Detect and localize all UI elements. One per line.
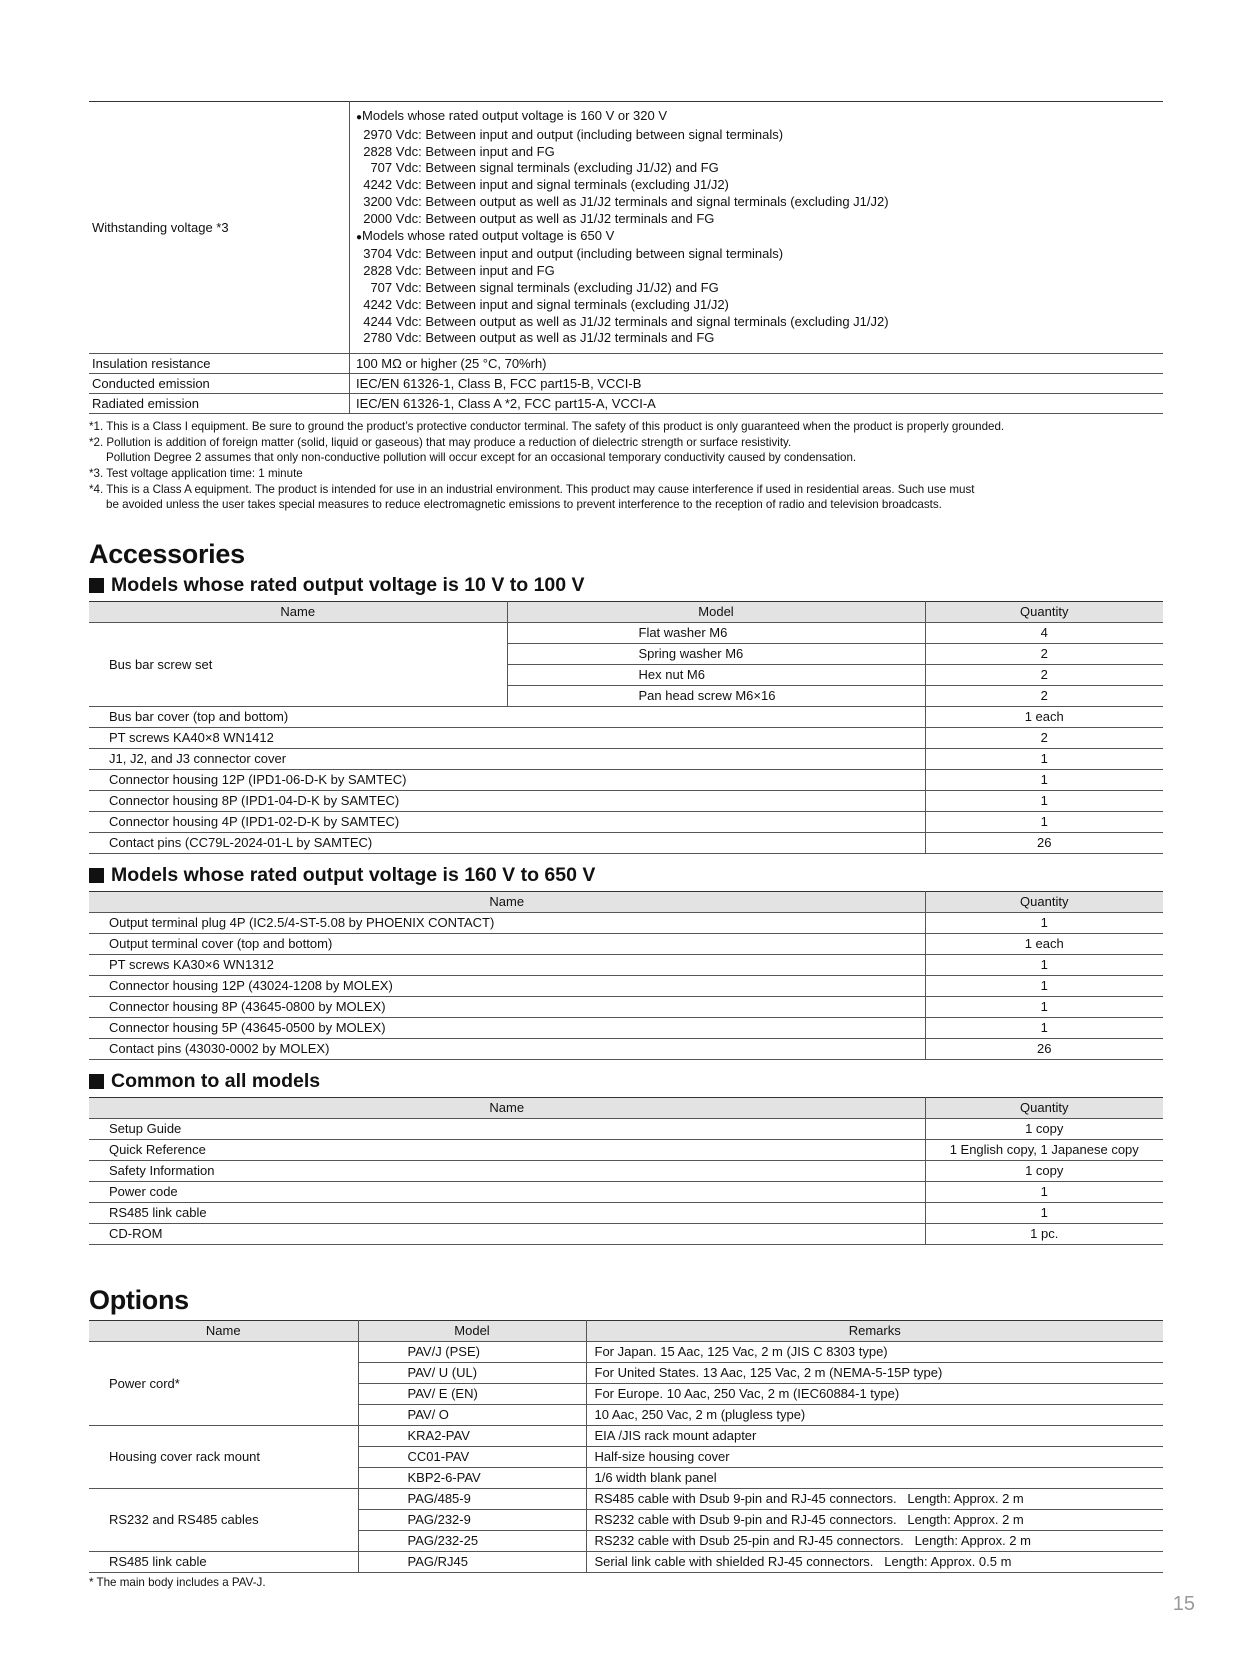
quantity-cell: 1: [925, 996, 1163, 1017]
option-model-cell: PAG/485-9: [358, 1488, 586, 1509]
quantity-cell: 2: [925, 643, 1163, 664]
withstanding-line: 707 Vdc: Between signal terminals (excluding J1/J2) and FG: [356, 160, 719, 176]
table-row: [89, 1139, 1163, 1160]
option-model-cell: PAG/232-25: [358, 1530, 586, 1551]
quantity-cell: 1 English copy, 1 Japanese copy: [925, 1139, 1163, 1160]
name-cell: Contact pins (CC79L-2024-01-L by SAMTEC): [89, 832, 925, 853]
accessories-low-table: [89, 601, 1163, 854]
table-header-row: [89, 1097, 1163, 1118]
square-bullet-icon: [89, 868, 104, 883]
quantity-cell: 1: [925, 748, 1163, 769]
table-row: [89, 1017, 1163, 1038]
table-row: [89, 912, 1163, 933]
table-row: [89, 1341, 1163, 1362]
col-header-name: Name: [89, 601, 507, 622]
option-model-cell: PAG/RJ45: [358, 1551, 586, 1572]
withstanding-line: 707 Vdc: Between signal terminals (excluding J1/J2) and FG: [356, 279, 719, 295]
spec-label: Conducted emission: [89, 374, 350, 394]
name-cell: Safety Information: [89, 1160, 925, 1181]
quantity-cell: 1: [925, 790, 1163, 811]
name-cell: Contact pins (43030-0002 by MOLEX): [89, 1038, 925, 1059]
square-bullet-icon: [89, 1074, 104, 1089]
table-header-row: [89, 1320, 1163, 1341]
col-header-remarks: Remarks: [586, 1320, 1163, 1341]
common-heading: Common to all models: [89, 1070, 1163, 1093]
option-name-cell: RS232 and RS485 cables: [89, 1488, 358, 1551]
table-row: [89, 996, 1163, 1017]
spec-value: IEC/EN 61326-1, Class A *2, FCC part15-A, VCCI-A: [350, 394, 1164, 414]
model-cell: Spring washer M6: [507, 643, 925, 664]
square-bullet-icon: [89, 578, 104, 593]
withstanding-line: 4244 Vdc: Between output as well as J1/J2 terminals and signal terminals (excluding J1/J2): [356, 313, 889, 329]
option-name-cell: RS485 link cable: [89, 1551, 358, 1572]
quantity-cell: 26: [925, 1038, 1163, 1059]
option-model-cell: KBP2-6-PAV: [358, 1467, 586, 1488]
footnote: *3. Test voltage application time: 1 minute: [89, 466, 303, 480]
withstanding-line: 3704 Vdc: Between input and output (including between signal terminals): [356, 246, 784, 262]
name-cell: RS485 link cable: [89, 1202, 925, 1223]
withstanding-line: 2780 Vdc: Between output as well as J1/J2 terminals and FG: [356, 330, 715, 346]
option-remarks-cell: For United States. 13 Aac, 125 Vac, 2 m (NEMA-5-15P type): [586, 1362, 1163, 1383]
quantity-cell: 1: [925, 769, 1163, 790]
quantity-cell: 1: [925, 975, 1163, 996]
name-cell: Connector housing 12P (IPD1-06-D-K by SAMTEC): [89, 769, 925, 790]
table-row: [89, 1118, 1163, 1139]
option-model-cell: PAV/ O: [358, 1404, 586, 1425]
quantity-cell: 4: [925, 622, 1163, 643]
table-row: [89, 933, 1163, 954]
name-cell: Power code: [89, 1181, 925, 1202]
table-row: [89, 1038, 1163, 1059]
option-remarks-cell: RS232 cable with Dsub 25-pin and RJ-45 connectors. Length: Approx. 2 m: [586, 1530, 1163, 1551]
quantity-cell: 2: [925, 727, 1163, 748]
options-title: Options: [89, 1284, 189, 1315]
quantity-cell: 1: [925, 811, 1163, 832]
option-remarks-cell: RS485 cable with Dsub 9-pin and RJ-45 connectors. Length: Approx. 2 m: [586, 1488, 1163, 1509]
name-cell: Output terminal cover (top and bottom): [89, 933, 925, 954]
accessories-high-table: [89, 891, 1163, 1060]
option-remarks-cell: 10 Aac, 250 Vac, 2 m (plugless type): [586, 1404, 1163, 1425]
table-row: [89, 975, 1163, 996]
footnote: be avoided unless the user takes special measures to reduce electromagnetic emissions to prevent interference to the reception of radio and television broadcasts.: [106, 498, 942, 512]
option-remarks-cell: EIA /JIS rack mount adapter: [586, 1425, 1163, 1446]
quantity-cell: 1 copy: [925, 1160, 1163, 1181]
option-name-cell: Power cord*: [89, 1341, 358, 1425]
withstanding-line: 3200 Vdc: Between output as well as J1/J2 terminals and signal terminals (excluding J1/J2): [356, 193, 889, 209]
option-remarks-cell: 1/6 width blank panel: [586, 1467, 1163, 1488]
quantity-cell: 1: [925, 912, 1163, 933]
table-row: [89, 1181, 1163, 1202]
model-cell: Pan head screw M6×16: [507, 685, 925, 706]
withstanding-line: 2828 Vdc: Between input and FG: [356, 143, 555, 159]
accessories-high-body: [89, 912, 1163, 1059]
table-row: [89, 790, 1163, 811]
name-cell: J1, J2, and J3 connector cover: [89, 748, 925, 769]
page-number: 15: [1172, 1593, 1195, 1615]
name-cell: Quick Reference: [89, 1139, 925, 1160]
options-note: * The main body includes a PAV-J.: [89, 1575, 266, 1589]
name-cell: CD-ROM: [89, 1223, 925, 1244]
option-model-cell: PAV/ E (EN): [358, 1383, 586, 1404]
quantity-cell: 1 each: [925, 933, 1163, 954]
footnotes: [89, 419, 1163, 513]
option-model-cell: PAV/ U (UL): [358, 1362, 586, 1383]
option-remarks-cell: RS232 cable with Dsub 9-pin and RJ-45 connectors. Length: Approx. 2 m: [586, 1509, 1163, 1530]
quantity-cell: 26: [925, 832, 1163, 853]
option-remarks-cell: For Europe. 10 Aac, 250 Vac, 2 m (IEC60884-1 type): [586, 1383, 1163, 1404]
name-cell: Connector housing 8P (43645-0800 by MOLEX): [89, 996, 925, 1017]
option-name-cell: Housing cover rack mount: [89, 1425, 358, 1488]
spec-label: Insulation resistance: [89, 354, 350, 374]
withstanding-line: 4242 Vdc: Between input and signal terminals (excluding J1/J2): [356, 296, 729, 312]
options-table: [89, 1320, 1163, 1573]
col-header-quantity: Quantity: [925, 891, 1163, 912]
table-row: [89, 954, 1163, 975]
name-cell: Connector housing 8P (IPD1-04-D-K by SAMTEC): [89, 790, 925, 811]
option-remarks-cell: For Japan. 15 Aac, 125 Vac, 2 m (JIS C 8303 type): [586, 1341, 1163, 1362]
name-cell: Connector housing 12P (43024-1208 by MOLEX): [89, 975, 925, 996]
model-cell: Hex nut M6: [507, 664, 925, 685]
withstanding-line: 2000 Vdc: Between output as well as J1/J2 terminals and FG: [356, 210, 715, 226]
withstanding-line: ● Models whose rated output voltage is 160 V or 320 V: [356, 108, 1157, 127]
quantity-cell: 2: [925, 685, 1163, 706]
footnote: *2. Pollution is addition of foreign matter (solid, liquid or gaseous) that may produce a reduction of dielectric strength or surface resistivity.: [89, 435, 792, 449]
quantity-cell: 1: [925, 1017, 1163, 1038]
spec-row: [89, 394, 1163, 414]
table-row: [89, 727, 1163, 748]
model-cell: Flat washer M6: [507, 622, 925, 643]
low-voltage-heading: Models whose rated output voltage is 10 V to 100 V: [89, 574, 1163, 597]
quantity-cell: 2: [925, 664, 1163, 685]
spec-value: 100 MΩ or higher (25 °C, 70%rh): [350, 354, 1164, 374]
withstanding-line: ● Models whose rated output voltage is 650 V: [356, 228, 1157, 247]
col-header-name: Name: [89, 1097, 925, 1118]
col-header-model: Model: [358, 1320, 586, 1341]
option-remarks-cell: Half-size housing cover: [586, 1446, 1163, 1467]
name-cell: PT screws KA40×8 WN1412: [89, 727, 925, 748]
table-header-row: [89, 891, 1163, 912]
table-row: [89, 769, 1163, 790]
name-cell: Connector housing 5P (43645-0500 by MOLEX): [89, 1017, 925, 1038]
accessories-common-table: [89, 1097, 1163, 1245]
table-row: [89, 622, 1163, 643]
table-row: [89, 748, 1163, 769]
footnote: *4. This is a Class A equipment. The product is intended for use in an industrial environment. This product may cause interference if used in residential areas. Such use must: [89, 482, 975, 496]
spec-value: IEC/EN 61326-1, Class B, FCC part15-B, VCCI-B: [350, 374, 1164, 394]
name-cell: PT screws KA30×6 WN1312: [89, 954, 925, 975]
table-row: [89, 1551, 1163, 1572]
accessories-common-body: [89, 1118, 1163, 1244]
withstanding-row: [89, 102, 1163, 354]
footnote: Pollution Degree 2 assumes that only non-conductive pollution will occur except for an occasional temporary conductivity caused by condensation.: [106, 451, 857, 465]
name-cell: Setup Guide: [89, 1118, 925, 1139]
col-header-quantity: Quantity: [925, 601, 1163, 622]
accessories-title: Accessories: [89, 538, 245, 569]
spec-row: [89, 374, 1163, 394]
col-header-model: Model: [507, 601, 925, 622]
table-row: [89, 1488, 1163, 1509]
quantity-cell: 1 pc.: [925, 1223, 1163, 1244]
spec-table: [89, 101, 1163, 414]
spec-label: Radiated emission: [89, 394, 350, 414]
col-header-name: Name: [89, 891, 925, 912]
table-row: [89, 811, 1163, 832]
option-remarks-cell: Serial link cable with shielded RJ-45 connectors. Length: Approx. 0.5 m: [586, 1551, 1163, 1572]
accessories-low-body: [89, 622, 1163, 853]
name-cell: Connector housing 4P (IPD1-02-D-K by SAMTEC): [89, 811, 925, 832]
table-row: [89, 1202, 1163, 1223]
footnote: *1. This is a Class I equipment. Be sure to ground the product’s protective conductor terminal. The safety of this product is only guaranteed when the product is properly grounded.: [89, 420, 1005, 434]
quantity-cell: 1: [925, 1181, 1163, 1202]
table-row: [89, 1425, 1163, 1446]
name-cell: Output terminal plug 4P (IC2.5/4-ST-5.08 by PHOENIX CONTACT): [89, 912, 925, 933]
withstanding-line: 2970 Vdc: Between input and output (including between signal terminals): [356, 126, 784, 142]
withstanding-values: [356, 102, 1157, 353]
table-row: [89, 1160, 1163, 1181]
withstanding-label: Withstanding voltage *3: [89, 102, 350, 354]
table-row: [89, 706, 1163, 727]
option-model-cell: PAV/J (PSE): [358, 1341, 586, 1362]
table-header-row: [89, 601, 1163, 622]
options-body: [89, 1341, 1163, 1572]
page-content: [89, 101, 1163, 1589]
option-model-cell: KRA2-PAV: [358, 1425, 586, 1446]
col-header-quantity: Quantity: [925, 1097, 1163, 1118]
col-header-name: Name: [89, 1320, 358, 1341]
quantity-cell: 1: [925, 954, 1163, 975]
high-voltage-heading: Models whose rated output voltage is 160 V to 650 V: [89, 864, 1163, 887]
option-model-cell: PAG/232-9: [358, 1509, 586, 1530]
quantity-cell: 1 copy: [925, 1118, 1163, 1139]
option-model-cell: CC01-PAV: [358, 1446, 586, 1467]
withstanding-line: 4242 Vdc: Between input and signal terminals (excluding J1/J2): [356, 177, 729, 193]
spec-row: [89, 354, 1163, 374]
table-row: [89, 1223, 1163, 1244]
table-row: [89, 832, 1163, 853]
quantity-cell: 1 each: [925, 706, 1163, 727]
withstanding-line: 2828 Vdc: Between input and FG: [356, 263, 555, 279]
name-cell: Bus bar cover (top and bottom): [89, 706, 925, 727]
bus-bar-screw-set-label: Bus bar screw set: [89, 622, 507, 706]
quantity-cell: 1: [925, 1202, 1163, 1223]
